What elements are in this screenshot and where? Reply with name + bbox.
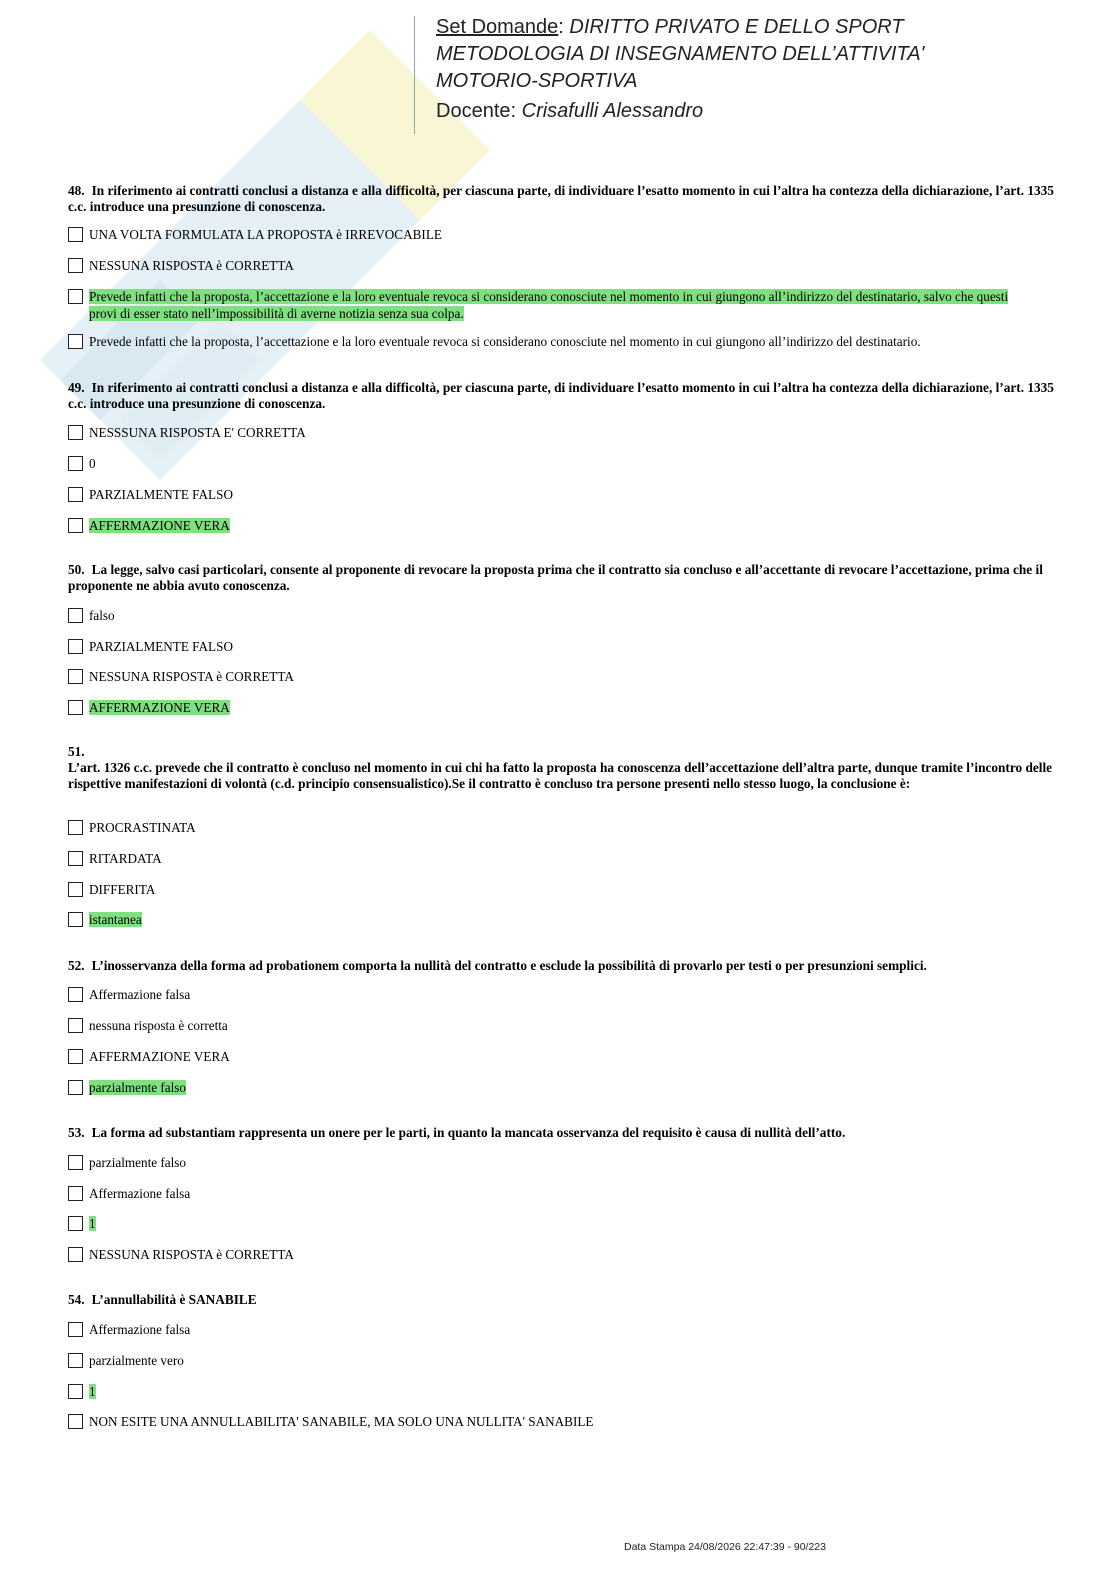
checkbox[interactable] — [68, 1247, 83, 1262]
answer-option[interactable]: Affermazione falsa — [68, 986, 1038, 1003]
answer-option-correct[interactable]: Prevede infatti che la proposta, l’accettazione e la loro eventuale revoca si considerano conosciute nel momento in cui giungono all’indirizzo del destinatario, salvo che questi provi di esser stato nell’impossibilità di averne notizia senza sua colpa. — [68, 288, 1012, 322]
answer-option[interactable]: parzialmente vero — [68, 1352, 1038, 1369]
answer-option[interactable]: DIFFERITA — [68, 881, 1038, 898]
set-label: Set Domande — [436, 16, 559, 38]
checkbox[interactable] — [68, 334, 83, 349]
answer-option[interactable]: PARZIALMENTE FALSO — [68, 486, 1038, 503]
course-line-1: Set Domande: DIRITTO PRIVATO E DELLO SPORT — [436, 16, 904, 38]
checkbox[interactable] — [68, 1018, 83, 1033]
answer-option[interactable]: NESSUNA RISPOSTA è CORRETTA — [68, 1246, 1038, 1263]
answer-option[interactable]: falso — [68, 607, 1038, 624]
question-title: 48. In riferimento ai contratti conclusi a distanza e alla difficoltà, per ciascuna parte, di individuare l’esatto momento in cui l’altra ha contezza della dichiarazione, l’art. 1335 c.c. introduce una presunzione di conoscenza. — [68, 183, 1054, 214]
answer-option[interactable]: NESSSUNA RISPOSTA E' CORRETTA — [68, 424, 1038, 441]
question-title: 54. L’annullabilità è SANABILE — [68, 1292, 257, 1307]
question-title: 52. L’inosservanza della forma ad probationem comporta la nullità del contratto e esclude la possibilità di provarlo per testi o per presunzioni semplici. — [68, 958, 927, 973]
checkbox[interactable] — [68, 1186, 83, 1201]
checkbox[interactable] — [68, 987, 83, 1002]
answer-option-correct[interactable]: AFFERMAZIONE VERA — [68, 517, 1038, 534]
question-title: 50. La legge, salvo casi particolari, consente al proponente di revocare la proposta prima che il contratto sia concluso e all’accettante di revocare l’accettazione, prima che il proponente ne abbia avuto conoscenza. — [68, 562, 1043, 593]
answer-option-correct[interactable]: 1 — [68, 1383, 1038, 1400]
course-line-3: MOTORIO-SPORTIVA — [436, 70, 638, 92]
checkbox[interactable] — [68, 1414, 83, 1429]
checkbox[interactable] — [68, 1155, 83, 1170]
checkbox[interactable] — [68, 912, 83, 927]
answer-option[interactable]: NESSUNA RISPOSTA è CORRETTA — [68, 257, 1038, 274]
checkbox[interactable] — [68, 882, 83, 897]
checkbox[interactable] — [68, 1384, 83, 1399]
answer-option-correct[interactable]: istantanea — [68, 911, 1038, 928]
checkbox[interactable] — [68, 639, 83, 654]
answer-option[interactable]: NON ESITE UNA ANNULLABILITA' SANABILE, MA SOLO UNA NULLITA' SANABILE — [68, 1413, 1038, 1430]
checkbox[interactable] — [68, 820, 83, 835]
question-title: 51. L’art. 1326 c.c. prevede che il contratto è concluso nel momento in cui chi ha fatto la proposta ha conoscenza dell’accettazione dell’altra parte, dunque tramite l’incontro delle rispettive manifestazioni di volontà (c.d. principio consensualistico).Se il contratto è concluso tra persone presenti nello stesso luogo, la conclusione è: — [68, 744, 1053, 791]
course-line-2: METODOLOGIA DI INSEGNAMENTO DELL’ATTIVITA' — [436, 43, 925, 65]
answer-option-correct[interactable]: parzialmente falso — [68, 1079, 1038, 1096]
checkbox[interactable] — [68, 289, 83, 304]
checkbox[interactable] — [68, 851, 83, 866]
checkbox[interactable] — [68, 258, 83, 273]
question-title: 49. In riferimento ai contratti conclusi a distanza e alla difficoltà, per ciascuna parte, di individuare l’esatto momento in cui l’altra ha contezza della dichiarazione, l’art. 1335 c.c. introduce una presunzione di conoscenza. — [68, 380, 1054, 411]
checkbox[interactable] — [68, 1216, 83, 1231]
checkbox[interactable] — [68, 1353, 83, 1368]
answer-option[interactable]: parzialmente falso — [68, 1154, 1038, 1171]
teacher-name: Crisafulli Alessandro — [521, 100, 704, 122]
answer-option[interactable]: AFFERMAZIONE VERA — [68, 1048, 1038, 1065]
answer-option[interactable]: PARZIALMENTE FALSO — [68, 638, 1038, 655]
checkbox[interactable] — [68, 669, 83, 684]
answer-option[interactable]: NESSUNA RISPOSTA è CORRETTA — [68, 668, 1038, 685]
answer-option[interactable]: 0 — [68, 455, 1038, 472]
answer-option[interactable]: Affermazione falsa — [68, 1185, 1038, 1202]
checkbox[interactable] — [68, 425, 83, 440]
answer-option-correct[interactable]: AFFERMAZIONE VERA — [68, 699, 1038, 716]
teacher-line: Docente: Crisafulli Alessandro — [436, 100, 704, 122]
checkbox[interactable] — [68, 227, 83, 242]
checkbox[interactable] — [68, 1080, 83, 1095]
checkbox[interactable] — [68, 1322, 83, 1337]
checkbox[interactable] — [68, 608, 83, 623]
answer-option[interactable]: RITARDATA — [68, 850, 1038, 867]
checkbox[interactable] — [68, 518, 83, 533]
answer-option[interactable]: UNA VOLTA FORMULATA LA PROPOSTA è IRREVOCABILE — [68, 226, 1038, 243]
answer-option[interactable]: Affermazione falsa — [68, 1321, 1038, 1338]
question-title: 53. La forma ad substantiam rappresenta un onere per le parti, in quanto la mancata osservanza del requisito è causa di nullità dell’atto. — [68, 1125, 846, 1140]
checkbox[interactable] — [68, 1049, 83, 1064]
answer-option[interactable]: nessuna risposta è corretta — [68, 1017, 1038, 1034]
checkbox[interactable] — [68, 487, 83, 502]
course-title: DIRITTO PRIVATO E DELLO SPORT — [569, 16, 904, 38]
teacher-label: Docente — [436, 100, 511, 122]
checkbox[interactable] — [68, 456, 83, 471]
print-footer: Data Stampa 24/08/2026 22:47:39 - 90/223 — [624, 1541, 826, 1553]
answer-option[interactable]: Prevede infatti che la proposta, l’accettazione e la loro eventuale revoca si considerano conosciute nel momento in cui giungono all’indirizzo del destinatario. — [68, 333, 1038, 350]
answer-option-correct[interactable]: 1 — [68, 1215, 1038, 1232]
checkbox[interactable] — [68, 700, 83, 715]
answer-option[interactable]: PROCRASTINATA — [68, 819, 1038, 836]
